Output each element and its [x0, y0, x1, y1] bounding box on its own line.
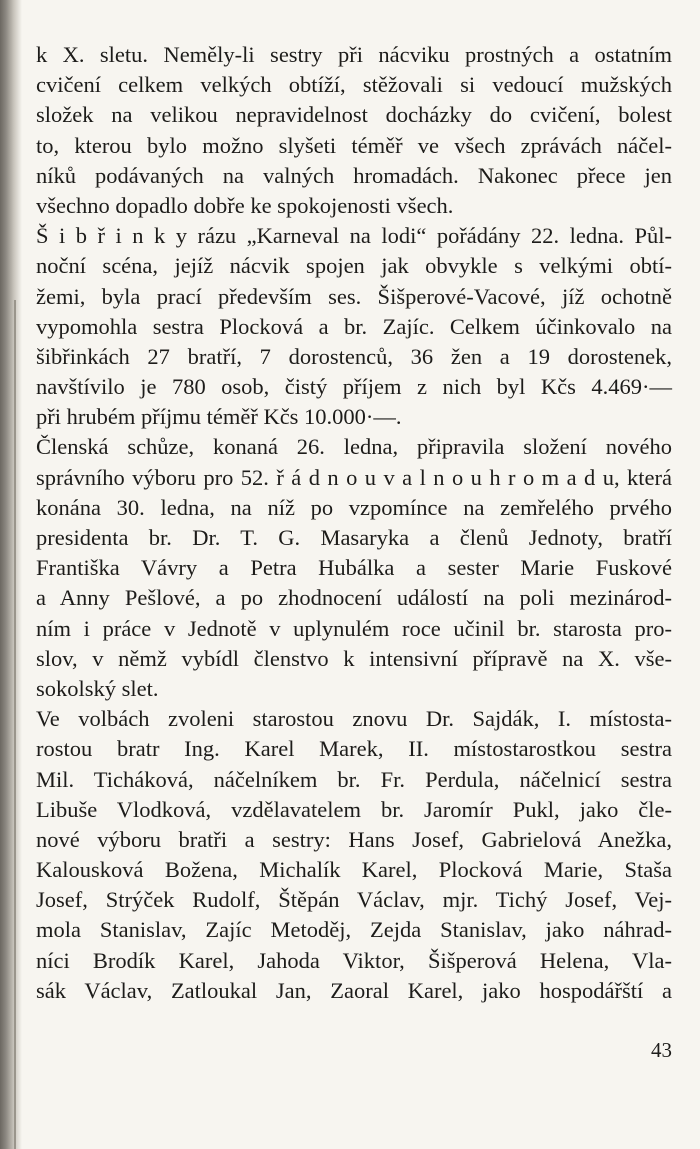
text-line: šibřinkách 27 bratří, 7 dorostenců, 36 žen a 19 dorostenek,	[36, 343, 672, 369]
text-line: slov, v němž vybídl členstvo k intensivní přípravě na X. vše-	[36, 645, 672, 671]
text-line: Františka Vávry a Petra Hubálka a sester Marie Fuskové	[36, 555, 672, 581]
text-line: správního výboru pro 52. ř á d n o u v a l n o u h r o m a d u, která	[36, 464, 672, 490]
text-line: Š i b ř i n k y rázu „Karneval na lodi“ pořádány 22. ledna. Půl-	[36, 223, 672, 249]
text-line: to, kterou bylo možno slyšeti téměř ve všech zprávách náčel-	[36, 132, 672, 158]
text-line: vypomohla sestra Plocková a br. Zajíc. Celkem účinkovalo na	[36, 313, 672, 339]
text-line: složek na velikou nepravidelnost docházky do cvičení, bolest	[36, 102, 672, 128]
page-edge-line	[14, 300, 16, 1149]
text-line: všechno dopadlo dobře ke spokojenosti všech.	[36, 192, 454, 218]
text-line: k X. sletu. Neměly-li sestry při nácviku prostných a ostatním	[36, 42, 672, 67]
text-line: Členská schůze, konaná 26. ledna, připravila složení nového	[36, 434, 672, 460]
text-line: Ve volbách zvoleni starostou znovu Dr. Sajdák, I. místosta-	[36, 706, 672, 732]
text-line: cvičení celkem velkých obtíží, stěžovali si vedoucí mužských	[36, 72, 672, 98]
text-line: při hrubém příjmu téměř Kčs 10.000·—.	[36, 404, 402, 430]
text-line: nové výboru bratři a sestry: Hans Josef, Gabrielová Anežka,	[36, 826, 672, 852]
body-text	[36, 40, 672, 1006]
text-line: rostou bratr Ing. Karel Marek, II. místostarostkou sestra	[36, 736, 672, 762]
text-line: Libuše Vlodková, vzdělavatelem br. Jaromír Pukl, jako čle-	[36, 796, 672, 822]
text-line: noční scéna, jejíž nácvik spojen jak obvykle s velkými obtí-	[36, 253, 672, 279]
text-line: Kalousková Božena, Michalík Karel, Plocková Marie, Staša	[36, 857, 672, 883]
text-line: níci Brodík Karel, Jahoda Viktor, Šišperová Helena, Vla-	[36, 947, 672, 973]
text-line: a Anny Pešlové, a po zhodnocení událostí na poli mezinárod-	[36, 585, 672, 611]
page-number: 43	[651, 1038, 672, 1062]
text-line: navštívilo je 780 osob, čistý příjem z nich byl Kčs 4.469·—	[36, 374, 672, 400]
text-line: sák Václav, Zatloukal Jan, Zaoral Karel, jako hospodářští a	[36, 977, 672, 1003]
text-line: níků podávaných na valných hromadách. Nakonec přece jen	[36, 162, 672, 188]
text-line: Josef, Strýček Rudolf, Štěpán Václav, mjr. Tichý Josef, Vej-	[36, 887, 672, 913]
book-gutter-shadow	[0, 0, 22, 1149]
text-line: ním i práce v Jednotě v uplynulém roce učinil br. starosta pro-	[36, 615, 672, 641]
text-line: sokolský slet.	[36, 675, 159, 701]
text-line: presidenta br. Dr. T. G. Masaryka a členů Jednoty, bratří	[36, 525, 672, 550]
text-line: Mil. Ticháková, náčelníkem br. Fr. Perdula, náčelnicí sestra	[36, 766, 672, 792]
text-line: konána 30. ledna, na níž po vzpomínce na zemřelého prvého	[36, 494, 672, 520]
text-line: žemi, byla prací především ses. Šišperové-Vacové, jíž ochotně	[36, 283, 672, 309]
text-line: mola Stanislav, Zajíc Metoděj, Zejda Stanislav, jako náhrad-	[36, 917, 672, 943]
